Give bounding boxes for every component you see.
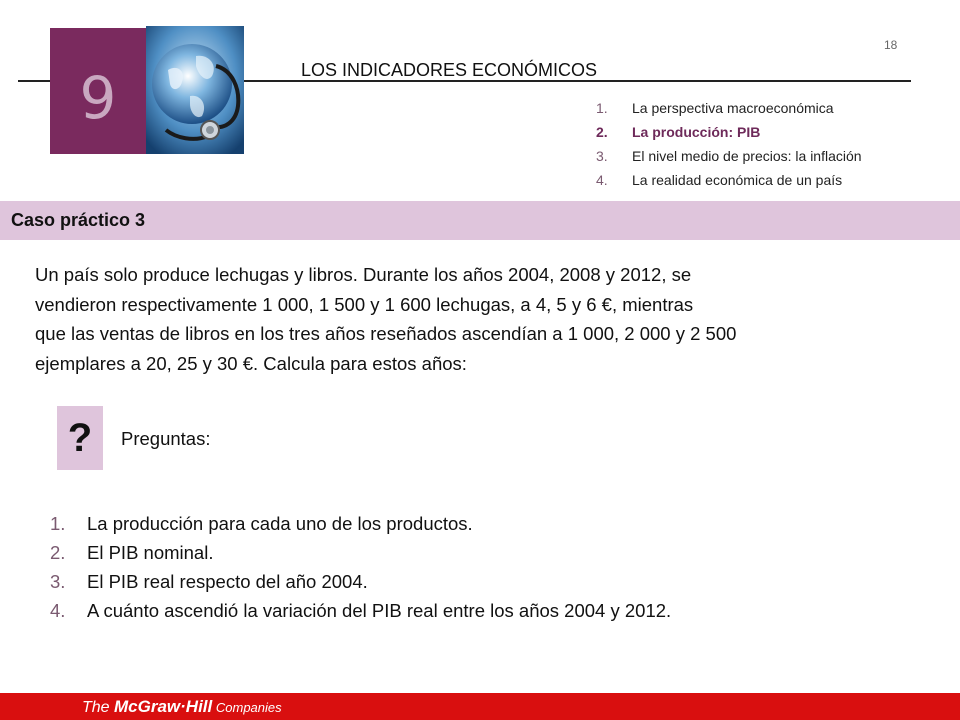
toc-item[interactable] bbox=[596, 168, 862, 192]
footer-bar bbox=[0, 693, 960, 720]
toc-item-number: 4. bbox=[596, 172, 608, 188]
chapter-number: 9 bbox=[79, 64, 117, 132]
question-number: 4. bbox=[50, 600, 66, 621]
question-number: 1. bbox=[50, 513, 66, 534]
toc-item-number: 3. bbox=[596, 148, 608, 164]
toc-item-active[interactable] bbox=[596, 120, 862, 144]
toc-item[interactable] bbox=[596, 96, 862, 120]
question-text: La producción para cada uno de los productos. bbox=[87, 513, 473, 534]
toc-item-number: 2. bbox=[596, 124, 608, 140]
question-text: A cuánto ascendió la variación del PIB real entre los años 2004 y 2012. bbox=[87, 600, 672, 621]
logo-companies: Companies bbox=[212, 700, 282, 715]
question-item bbox=[50, 596, 671, 625]
toc-item[interactable] bbox=[596, 144, 862, 168]
toc-item-number: 1. bbox=[596, 100, 608, 116]
logo-name: McGraw·Hill bbox=[114, 697, 213, 716]
questions-label: Preguntas: bbox=[121, 428, 211, 449]
toc-item-label: El nivel medio de precios: la inflación bbox=[632, 148, 862, 164]
publisher-logo bbox=[82, 697, 282, 717]
question-item bbox=[50, 538, 671, 567]
page-number: 18 bbox=[884, 38, 898, 52]
globe-stethoscope-icon bbox=[146, 26, 244, 154]
question-text: El PIB real respecto del año 2004. bbox=[87, 571, 368, 592]
question-number: 3. bbox=[50, 571, 66, 592]
problem-statement bbox=[35, 260, 875, 378]
toc-item-label: La producción: PIB bbox=[632, 124, 761, 140]
question-list bbox=[50, 509, 671, 625]
chapter-badge bbox=[50, 28, 146, 154]
question-number: 2. bbox=[50, 542, 66, 563]
section-title: Caso práctico 3 bbox=[11, 210, 146, 230]
question-item bbox=[50, 567, 671, 596]
section-header-bar bbox=[0, 201, 960, 240]
problem-line: Un país solo produce lechugas y libros. Durante los años 2004, 2008 y 2012, se bbox=[35, 264, 692, 285]
toc-item-label: La perspectiva macroeconómica bbox=[632, 100, 834, 116]
problem-line: que las ventas de libros en los tres años reseñados ascendían a 1 000, 2 000 y 2 500 bbox=[35, 323, 737, 344]
problem-line: ejemplares a 20, 25 y 30 €. Calcula para estos años: bbox=[35, 352, 467, 374]
toc-item-label: La realidad económica de un país bbox=[632, 172, 843, 188]
question-text: El PIB nominal. bbox=[87, 542, 214, 563]
question-item bbox=[50, 509, 671, 538]
problem-line: vendieron respectivamente 1 000, 1 500 y 1 600 lechugas, a 4, 5 y 6 €, mientras bbox=[35, 293, 694, 315]
chapter-toc bbox=[596, 96, 862, 192]
question-mark-icon bbox=[57, 406, 103, 470]
question-mark-symbol: ? bbox=[67, 416, 93, 460]
logo-the: The bbox=[82, 699, 115, 716]
chapter-title: LOS INDICADORES ECONÓMICOS bbox=[301, 60, 598, 80]
